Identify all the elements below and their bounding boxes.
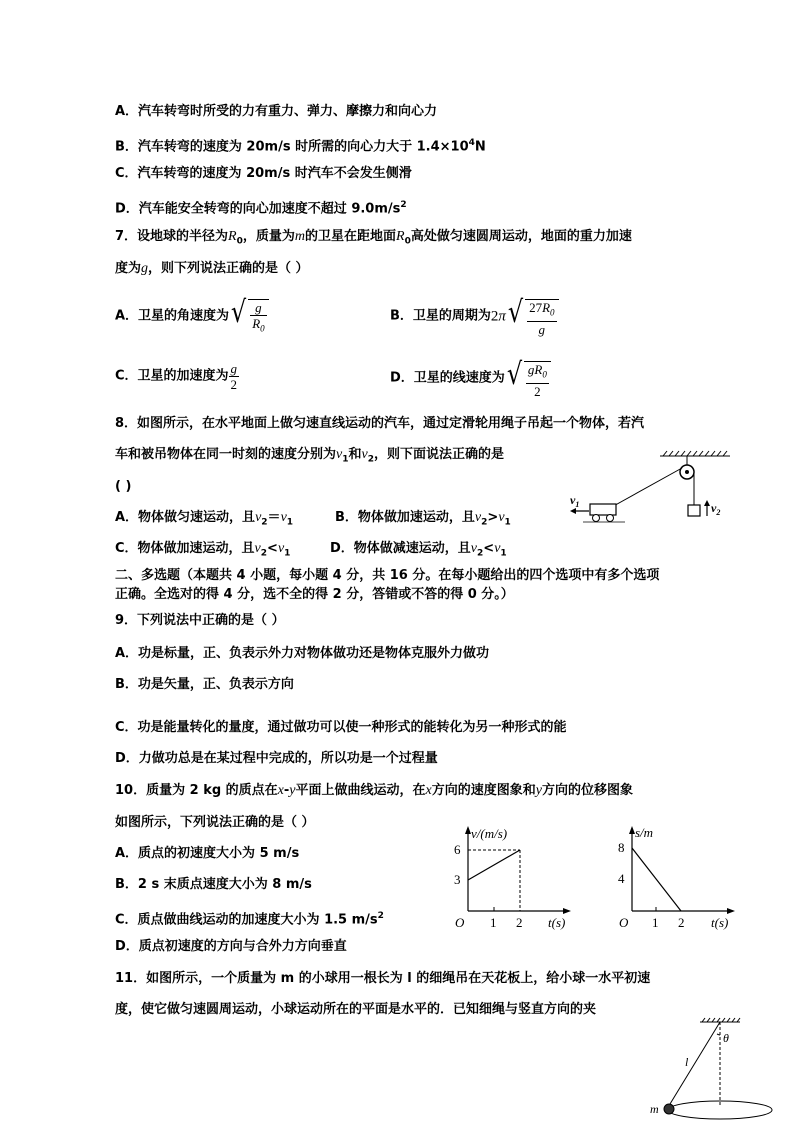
frac-num-coef: 27: [529, 300, 543, 315]
v2-label: $v_2$: [711, 501, 721, 517]
g2-x-arrow-icon: [727, 908, 735, 914]
q7-text: 高处做匀速圆周运动，地面的重力加速: [410, 229, 632, 244]
var-v: v: [277, 541, 285, 556]
q7-text: ，则下列说法正确的是（ ）: [148, 261, 309, 276]
g2-tick-4: 4: [618, 871, 625, 886]
g2-tick-8: 8: [618, 840, 625, 855]
q6-option-d-text: D．汽车能安全转弯的向心加速度不超过 9.0m/s: [115, 201, 401, 217]
g1-ylabel: v/(m/s): [471, 826, 508, 841]
frac-num: g: [250, 300, 266, 316]
g2-ylabel: s/m: [635, 825, 654, 840]
q7-text: 度为: [115, 261, 142, 276]
q9-stem: 9．下列说法中正确的是（ ）: [115, 613, 285, 628]
frac-den-sub: 0: [260, 323, 265, 334]
q7-option-d-label: D．卫星的线速度为: [390, 370, 505, 386]
q8-option-c-text: C．物体做加速运动，且: [115, 541, 255, 556]
var-v: v: [280, 510, 287, 525]
relation: >: [487, 510, 499, 525]
g1-tick-3: 3: [454, 872, 461, 887]
g1-tick-6: 6: [454, 842, 461, 857]
var-v: v: [474, 510, 482, 525]
pi-symbol: π: [498, 308, 506, 325]
sub: 2: [477, 548, 484, 559]
q9-option-d: D．力做功总是在某过程中完成的，所以功是一个过程量: [115, 751, 438, 766]
q8-option-b: [335, 510, 511, 531]
q8-option-d-text: D．物体做减速运动，且: [330, 541, 471, 556]
q10-text: 平面上做曲线运动，在: [295, 783, 426, 798]
car-wheel-right: [607, 515, 614, 522]
q7-option-b-formula: √ $\frac{27R_0}{g}$: [506, 296, 559, 337]
string: [670, 1022, 720, 1104]
q10-option-c-text: C．质点做曲线运动的加速度大小为 1.5 m/s: [115, 912, 378, 928]
q8-sub: 1: [342, 454, 349, 465]
g1-xlabel: t(s): [548, 915, 566, 930]
q11-conical-pendulum-figure: [645, 1010, 775, 1120]
q7-option-c: [115, 361, 239, 392]
section2-heading-line2: 正确。全选对的得 4 分，选不全的得 2 分，答错或不答的得 0 分。）: [115, 587, 514, 602]
q10-stem-line2: 如图所示，下列说法正确的是（ ）: [115, 815, 315, 830]
q10-text: 10．质量为 2 kg 的质点在: [115, 783, 278, 798]
q7-text: 的卫星在距地面: [305, 229, 397, 244]
section2-heading-line1: 二、多选题（本题共 4 小题，每小题 4 分，共 16 分。在每小题给出的四个选项中有多个选项: [115, 568, 660, 583]
sub: 1: [500, 548, 507, 559]
g1-x-arrow-icon: [563, 908, 571, 914]
theta-label: θ: [723, 1031, 729, 1045]
q7-stem-line2: [115, 261, 309, 277]
q8-stem-line1: 8．如图所示，在水平地面上做匀速直线运动的汽车，通过定滑轮用绳子吊起一个物体，若汽: [115, 416, 645, 431]
string-length-label: l: [685, 1055, 689, 1069]
q7-var-m: m: [294, 229, 306, 244]
ceiling-hatch: [660, 451, 730, 456]
coef-two: 2: [490, 308, 499, 325]
q10-option-d: D．质点初速度的方向与合外力方向垂直: [115, 939, 347, 954]
q7-text: ，质量为: [242, 229, 295, 244]
g2-tick-2: 2: [678, 915, 685, 930]
car-wheel-left: [593, 515, 600, 522]
q8-stem-line2: [115, 447, 504, 468]
q10-var-x: x: [425, 783, 432, 798]
sub: 2: [261, 517, 268, 528]
q7-text: 7．设地球的半径为: [115, 229, 229, 244]
q10-displacement-graph: [612, 823, 742, 933]
q7-option-a: [115, 296, 269, 337]
q7-var-R: R: [228, 229, 237, 244]
g2-xlabel: t(s): [711, 915, 729, 930]
g1-tick-2: 2: [516, 915, 523, 930]
q8-option-b-text: B．物体做加速运动，且: [335, 510, 475, 525]
frac-den-var: R: [252, 316, 261, 331]
q7-option-b: [390, 296, 559, 337]
var-v: v: [494, 541, 501, 556]
g2-tick-1: 1: [652, 915, 659, 930]
q7-option-d: [390, 358, 551, 399]
q7-option-c-formula: [229, 361, 240, 392]
ceiling-hatch: [700, 1018, 740, 1022]
q8-option-d: [330, 541, 507, 562]
q6-option-a: A．汽车转弯时所受的力有重力、弹力、摩擦力和向心力: [115, 104, 438, 119]
sub: 2: [481, 517, 488, 528]
q10-var-y: y: [535, 783, 542, 798]
q9-option-b: B．功是矢量，正、负表示方向: [115, 677, 294, 692]
frac-num-var: R: [542, 300, 551, 315]
var-v: v: [255, 510, 262, 525]
rope-to-car: [610, 468, 682, 508]
sub: 1: [504, 517, 511, 528]
q8-text: 和: [348, 447, 362, 462]
frac-num: g: [230, 361, 238, 376]
var-v: v: [470, 541, 478, 556]
q7-option-c-label: C．卫星的加速度为: [115, 368, 229, 384]
v2-arrowhead-icon: [704, 500, 710, 506]
var-v: v: [254, 541, 261, 556]
q8-var-v: v: [336, 447, 343, 462]
v1-label: $v_1$: [570, 493, 580, 509]
q8-option-c: [115, 541, 290, 562]
q6-option-b: [115, 135, 486, 155]
sub: 1: [286, 517, 294, 528]
q10-option-c: [115, 908, 384, 928]
q6-option-d: [115, 197, 407, 217]
q9-option-a: A．功是标量，正、负表示外力对物体做功还是物体克服外力做功: [115, 646, 490, 661]
frac-den: 2: [534, 383, 541, 399]
q8-var-v: v: [361, 447, 368, 462]
q8-option-a-text: A．物体做匀速运动，且: [115, 510, 256, 525]
q6-option-d-exponent: 2: [400, 200, 407, 210]
q7-option-a-label: A．卫星的角速度为: [115, 308, 230, 324]
q10-velocity-graph: [448, 823, 578, 933]
frac-den: 2: [230, 377, 238, 392]
relation: <: [267, 541, 278, 556]
q10-option-b: B．2 s 末质点速度大小为 8 m/s: [115, 877, 312, 892]
q8-pulley-figure: [565, 448, 735, 528]
frac-den: g: [538, 321, 546, 337]
relation: <: [483, 541, 495, 556]
sub: 2: [260, 548, 268, 559]
q7-var-R: R: [396, 229, 405, 244]
q8-text: 车和被吊物体在同一时刻的速度分别为: [115, 447, 337, 462]
q7-option-b-coef: [491, 308, 506, 324]
var-v: v: [498, 510, 505, 525]
q9-option-c: C．功是能量转化的量度，通过做功可以使一种形式的能转化为另一种形式的能: [115, 720, 567, 735]
q10-text: 方向的位移图象: [541, 783, 633, 798]
q10-text: 方向的速度图象和: [431, 783, 536, 798]
q6-option-b-unit: N: [474, 139, 486, 155]
g1-tick-1: 1: [490, 915, 497, 930]
q11-stem-line2: 度，使它做匀速圆周运动，小球运动所在的平面是水平的．已知细绳与竖直方向的夹: [115, 1002, 597, 1017]
q7-sub: 0: [236, 236, 243, 247]
q7-var-g: g: [141, 261, 149, 276]
frac-num-sub: 0: [542, 369, 547, 380]
car-body: [590, 504, 616, 515]
q8-sub: 2: [367, 454, 374, 465]
q11-stem-line1: 11．如图所示，一个质量为 m 的小球用一根长为 l 的细绳吊在天花板上，给小球一水平初速: [115, 971, 651, 986]
q7-option-b-label: B．卫星的周期为: [390, 308, 491, 324]
q6-option-c: C．汽车转弯的速度为 20m/s 时汽车不会发生侧滑: [115, 166, 412, 181]
q10-var-x: x: [277, 783, 284, 798]
q7-stem-line1: [115, 229, 632, 250]
q7-option-a-formula: √ $\frac{g}{R_0}$: [229, 296, 269, 337]
mass-label: m: [650, 1102, 659, 1116]
g1-origin: O: [455, 915, 465, 930]
frac-num-g: g: [527, 362, 535, 377]
q10-var-y: y: [289, 783, 296, 798]
sub: 1: [284, 548, 291, 559]
q8-text: ，则下面说法正确的是: [374, 447, 505, 462]
q10-dash: -: [283, 783, 290, 798]
q6-option-b-exponent: 4: [468, 138, 475, 148]
q10-stem-line1: [115, 783, 633, 799]
q6-option-b-text: B．汽车转弯的速度为 20m/s 时所需的向心力大于 1.4×10: [115, 139, 469, 155]
q7-option-d-formula: √ $\frac{gR_0}{2}$: [505, 358, 551, 399]
q7-sub: 0: [404, 236, 411, 247]
q8-option-a: [115, 510, 293, 531]
g2-line: [632, 848, 681, 911]
q10-option-c-exponent: 2: [377, 911, 384, 921]
q8-stem-line3: ( ): [115, 479, 132, 494]
hanging-block: [688, 505, 700, 516]
q10-option-a: A．质点的初速度大小为 5 m/s: [115, 846, 300, 861]
frac-num-R: R: [534, 362, 543, 377]
g2-origin: O: [619, 915, 629, 930]
frac-num-sub: 0: [550, 307, 555, 318]
relation: ＝: [267, 510, 281, 525]
pulley-axle: [685, 470, 689, 474]
ball: [664, 1104, 674, 1114]
g1-line: [468, 850, 520, 880]
